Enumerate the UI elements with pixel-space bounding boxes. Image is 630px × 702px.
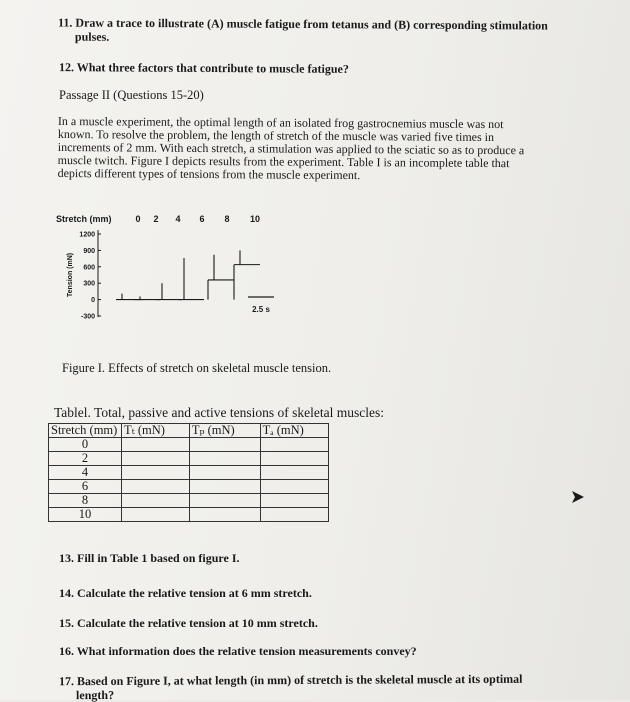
stretch-cell: 10: [49, 508, 122, 522]
figure-caption: Figure I. Effects of stretch on skeletal muscle tension.: [62, 361, 332, 375]
time-scale-label: 2.5 s: [252, 305, 270, 314]
table-header-row: [49, 424, 329, 438]
y-tick-label: 900: [83, 247, 95, 255]
table-row: [49, 466, 329, 480]
tension-trace: [156, 283, 182, 299]
stretch-tick: 0: [135, 214, 141, 224]
y-tick-label: 1200: [79, 231, 95, 239]
tp-cell[interactable]: [189, 466, 260, 480]
question-11-line1: 11. Draw a trace to illustrate (A) muscle fatigue from tetanus and (B) corresponding stimulation: [58, 15, 548, 33]
tt-cell[interactable]: [122, 494, 190, 508]
stretch-cell: 8: [49, 494, 122, 508]
ta-cell[interactable]: [260, 452, 328, 466]
ta-cell[interactable]: [260, 494, 328, 508]
tt-cell[interactable]: [122, 466, 190, 480]
tt-cell[interactable]: [122, 508, 190, 522]
header-active-tension: Tₐ (mN): [260, 424, 328, 438]
table-row: [49, 494, 329, 508]
question-15: 15. Calculate the relative tension at 10 mm stretch.: [59, 616, 318, 630]
passage-text: [58, 115, 583, 184]
ta-cell[interactable]: [260, 480, 328, 494]
tp-cell[interactable]: [189, 452, 260, 466]
question-12: 12. What three factors that contribute to muscle fatigue?: [58, 60, 349, 76]
question-13: 13. Fill in Table 1 based on figure I.: [59, 551, 240, 565]
stretch-cell: 6: [49, 480, 122, 494]
tt-cell[interactable]: [122, 438, 190, 452]
passage-header: Passage II (Questions 15-20): [59, 88, 204, 102]
question-17-line2: length?: [76, 687, 115, 702]
table-row: [49, 508, 329, 522]
stretch-tick: 10: [249, 214, 261, 224]
question-11: [58, 16, 548, 47]
stretch-tick: 8: [224, 214, 230, 224]
stretch-tick: 6: [199, 214, 205, 224]
stretch-tick: 4: [175, 214, 181, 224]
figure-1-chart: [52, 208, 312, 328]
y-tick-label: -300: [80, 313, 95, 321]
tp-cell[interactable]: [189, 438, 260, 452]
tp-cell[interactable]: [189, 508, 260, 522]
tp-cell[interactable]: [189, 480, 260, 494]
tension-trace: [178, 258, 204, 300]
table-row: [49, 480, 329, 494]
stretch-tick: 2: [153, 214, 159, 224]
header-passive-tension: Tₚ (mN): [189, 424, 260, 438]
y-tick-label: 600: [83, 264, 95, 272]
tension-trace: [234, 250, 260, 299]
question-17-line1: 17. Based on Figure I, at what length (in mm) of stretch is the skeletal muscle at its optimal: [58, 671, 523, 689]
tension-trace: [116, 294, 142, 300]
stretch-cell: 4: [49, 466, 122, 480]
stretch-cell: 2: [49, 452, 122, 466]
table-row: [49, 452, 329, 466]
stretch-axis-label: Stretch (mm): [56, 214, 112, 224]
tp-cell[interactable]: [189, 494, 260, 508]
ta-cell[interactable]: [260, 466, 328, 480]
ta-cell[interactable]: [260, 508, 328, 522]
tension-table: [48, 423, 329, 522]
tension-trace: [208, 255, 234, 300]
stretch-cell: 0: [49, 438, 122, 452]
passage-line: muscle twitch. Figure I depicts results from the experiment. Table I is an incomplete table that: [57, 152, 510, 171]
mouse-cursor-icon: [570, 490, 586, 504]
table-title: Tablel. Total, passive and active tensions of skeletal muscles:: [54, 405, 385, 420]
question-11-line2: pulses.: [74, 29, 110, 44]
passage-line: known. To resolve the problem, the length of stretch of the muscle was varied five times in: [57, 126, 495, 145]
header-total-tension: Tₜ (mN): [122, 424, 190, 438]
passage-line: depicts different types of tensions from the muscle experiment.: [57, 165, 361, 183]
y-tick-label: 300: [83, 280, 95, 288]
passage-line: In a muscle experiment, the optimal length of an isolated frog gastrocnemius muscle was not: [57, 114, 504, 132]
passage-line: increments of 2 mm. With each stretch, a stimulation was applied to the sciatic so as to produce a: [57, 139, 525, 158]
y-axis-label: Tension (mN): [67, 252, 74, 298]
question-17: [59, 672, 523, 702]
tt-cell[interactable]: [122, 452, 190, 466]
table-row: [49, 438, 329, 452]
ta-cell[interactable]: [260, 438, 328, 452]
y-tick-label: 0: [91, 297, 95, 305]
tt-cell[interactable]: [122, 480, 190, 494]
question-16: 16. What information does the relative tension measurements convey?: [59, 644, 417, 658]
question-14: 14. Calculate the relative tension at 6 mm stretch.: [59, 586, 312, 600]
header-stretch: Stretch (mm): [49, 424, 122, 438]
